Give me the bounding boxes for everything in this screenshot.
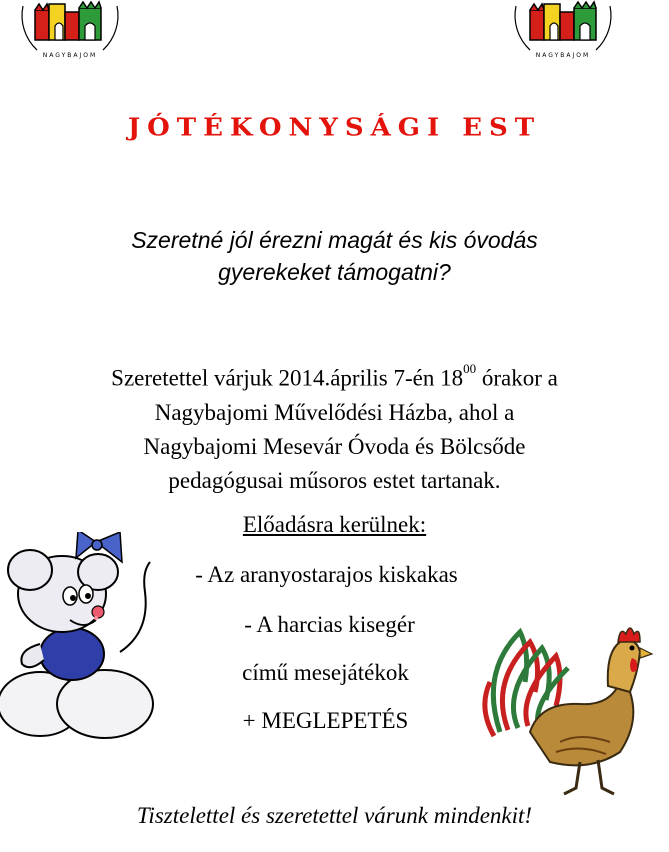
question-line-1: Szeretné jól érezni magát és kis óvodás: [131, 227, 538, 253]
page-title: JÓTÉKONYSÁGI EST: [127, 113, 542, 143]
logo-right: [508, 0, 618, 80]
question-line-2: gyerekeket támogatni?: [218, 259, 451, 285]
program-item-3: című mesejátékok: [242, 660, 409, 685]
program-item-1: - Az aranyostarajos kiskakas: [195, 562, 458, 587]
program-heading: Előadásra kerülnek:: [242, 512, 427, 537]
logo-caption: NAGYBAJOM: [535, 52, 591, 59]
rooster-icon: [480, 612, 669, 796]
castle-logo-icon: [15, 0, 125, 80]
invite-line-1-post: órakor a: [476, 365, 558, 391]
rooster-illustration: [480, 612, 669, 796]
invite-time-minutes: 00: [463, 361, 477, 376]
logo-caption: NAGYBAJOM: [42, 52, 98, 59]
invite-line-2: Nagybajomi Művelődési Házba, ahol a: [154, 399, 515, 425]
castle-logo-icon: [508, 0, 618, 80]
invite-line-1: [0, 356, 669, 396]
logo-left: [15, 0, 125, 80]
program-item-4: + MEGLEPETÉS: [242, 708, 409, 733]
cartoon-mouse-icon: [0, 532, 160, 742]
invite-line-4: pedagógusai műsoros estet tartanak.: [168, 467, 501, 493]
program-item-2: - A harcias kisegér: [244, 612, 415, 637]
invitation-text: [0, 356, 669, 498]
invite-line-3: Nagybajomi Mesevár Óvoda és Bölcsőde: [143, 433, 526, 459]
invite-line-1-pre: Szeretettel várjuk 2014.április 7-én 18: [111, 365, 464, 391]
question-text: [0, 224, 669, 288]
mouse-illustration: [0, 532, 160, 742]
closing-text: Tisztelettel és szeretettel várunk mindenkit!: [136, 803, 533, 828]
